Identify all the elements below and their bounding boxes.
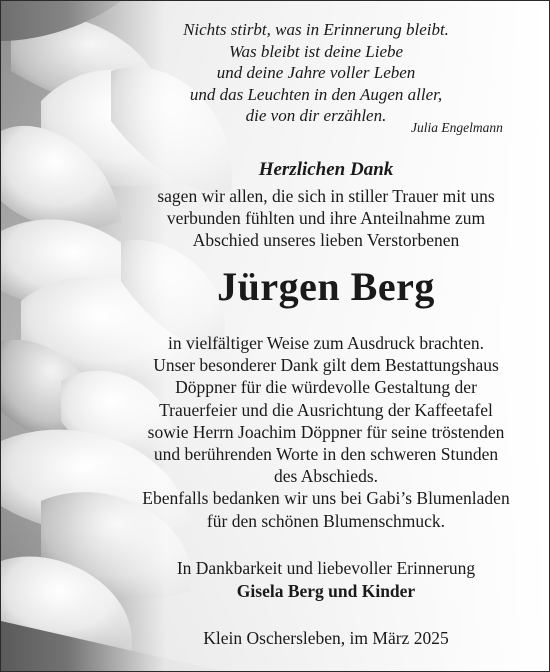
text-line: für den schönen Blumenschmuck. — [206, 510, 446, 531]
text-line: sagen wir allen, die sich in stiller Trauer mit uns — [157, 186, 495, 206]
text-line: verbunden fühlten und ihre Anteilnahme zum — [166, 208, 486, 229]
text-line: in vielfältiger Weise zum Ausdruck brachten. — [167, 333, 485, 353]
text-line: Unser besonderer Dank gilt dem Bestattungshaus — [153, 355, 499, 376]
place-date: Klein Oschersleben, im März 2025 — [203, 628, 449, 648]
signers: Gisela Berg und Kinder — [236, 581, 416, 601]
text-line: Trauerfeier und die Ausrichtung der Kaffeetafel — [159, 399, 493, 420]
text-line: Döppner für die würdevolle Gestaltung der — [175, 377, 477, 398]
text-line: sowie Herrn Joachim Döppner für seine tröstenden — [147, 421, 505, 442]
obituary-text — [1, 1, 549, 671]
memorial-poem — [151, 19, 481, 127]
poem-line: Nichts stirbt, was in Erinnerung bleibt. — [183, 20, 449, 39]
poem-author: Julia Engelmann — [411, 120, 503, 135]
text-line: des Abschieds. — [273, 466, 379, 487]
thanks-intro — [96, 185, 550, 252]
poem-line: die von dir erzählen. — [245, 106, 387, 125]
poem-line: und deine Jahre voller Leben — [216, 63, 416, 82]
text-line: Abschied unseres lieben Verstorbenen — [192, 230, 460, 251]
poem-line: Was bleibt ist deine Liebe — [228, 41, 404, 61]
thanks-heading: Herzlichen Dank — [258, 159, 394, 180]
deceased-name: Jürgen Berg — [217, 264, 435, 309]
poem-line: und das Leuchten in den Augen aller, — [189, 84, 443, 104]
closing-phrase: In Dankbarkeit und liebevoller Erinnerung — [176, 558, 476, 578]
text-line: und berührenden Worte in den schweren Stunden — [153, 444, 499, 465]
text-line: Ebenfalls bedanken wir uns bei Gabi’s Blumenladen — [142, 488, 510, 509]
thanks-body — [96, 332, 550, 532]
